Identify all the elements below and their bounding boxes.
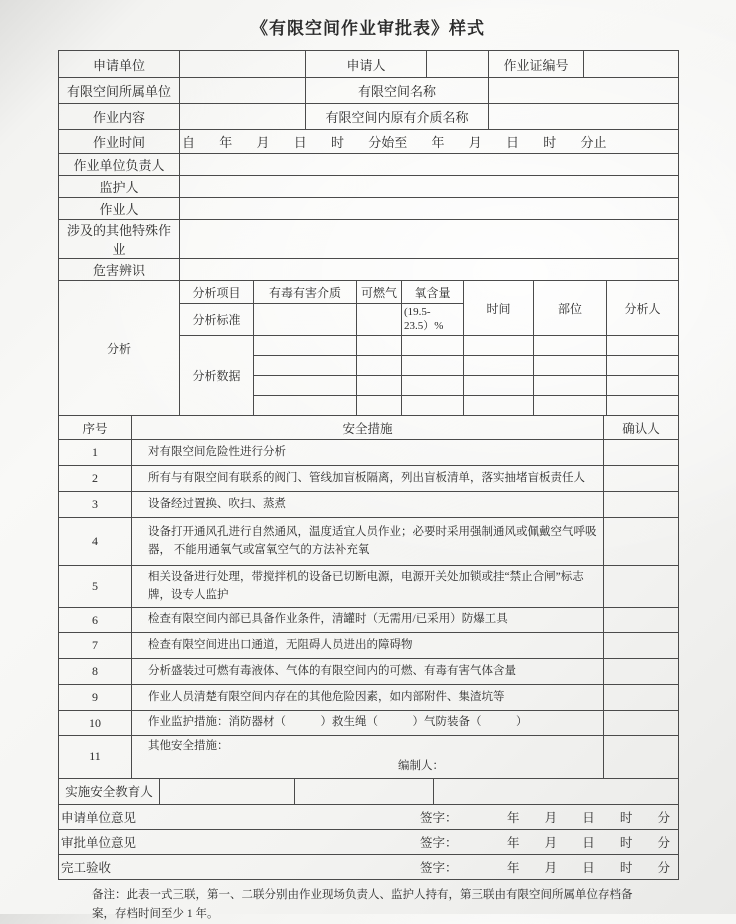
safety-row-no: 5 [59,566,132,608]
label-work-time: 作业时间 [59,130,180,154]
safety-row-text: 分析盛装过可燃有毒液体、气体的有限空间内的可燃、有毒有害气体含量 [132,659,604,685]
safety-row-text: 相关设备进行处理，带搅拌机的设备已切断电源，电源开关处加锁或挂“禁止合闸”标志牌，设专人监护 [132,566,604,608]
analysis-data-cell [464,336,534,356]
opinion-row-approval [59,829,679,854]
safety-row-text: 所有与有限空间有联系的阀门、管线加盲板隔离，列出盲板清单，落实抽堵盲板责任人 [132,466,604,492]
label-applicant-unit: 申请单位 [59,51,180,78]
analysis-data-cell [607,376,679,396]
approval-form [58,50,678,924]
opinion-cell [59,804,679,829]
label-other-special-operations: 涉及的其他特殊作业 [59,220,180,259]
safety-row [59,685,679,711]
safety-row-text: 设备打开通风孔进行自然通风，温度适宜人员作业；必要时采用强制通风或佩戴空气呼吸器， 不能用通氧气或富氧空气的方法补充氧 [132,518,604,566]
safety-row-confirm [604,518,679,566]
safety-row [59,711,679,736]
value-safety-educator-3 [434,778,679,804]
value-safety-educator-1 [160,778,295,804]
col-time: 时间 [464,281,534,336]
safety-header-confirm: 确认人 [604,416,679,440]
basic-info-table [58,129,679,281]
analysis-data-cell [607,336,679,356]
analysis-data-cell [607,356,679,376]
analysis-data-label: 分析数据 [180,336,254,416]
safety-row-no: 10 [59,711,132,736]
safety-row-no: 9 [59,685,132,711]
safety-row-confirm [604,685,679,711]
safety-row-text: 作业监护措施：消防器材（ ）救生绳（ ）气防装备（ ） [132,711,604,736]
safety-row-no: 3 [59,492,132,518]
value-worker [180,198,679,220]
analysis-data-cell [357,396,402,416]
signature-date-placeholders: 年 月 日 时 分 [506,810,670,825]
safety-row-text: 检查有限空间进出口通道，无阻碍人员进出的障碍物 [132,633,604,659]
label-owner-unit: 有限空间所属单位 [59,78,180,104]
opinion-cell [59,854,679,879]
analysis-data-cell [254,356,357,376]
value-applicant-unit [180,51,306,78]
label-hazard-identification: 危害辨识 [59,259,180,281]
label-space-name: 有限空间名称 [306,78,489,104]
analysis-data-cell [464,396,534,416]
value-work-time: 自 年 月 日 时 分始至 年 月 日 时 分止 [180,130,679,154]
safety-row-text [132,736,604,779]
signature-label: 签字： [420,810,458,825]
analysis-data-cell [254,336,357,356]
opinion-label: 审批单位意见 [61,835,137,850]
analysis-data-cell [254,376,357,396]
analysis-data-cell [402,396,464,416]
analysis-data-cell [402,336,464,356]
label-applicant: 申请人 [306,51,427,78]
col-toxic-medium: 有毒有害介质 [254,281,357,304]
analysis-data-cell [357,336,402,356]
scanned-form-page [0,14,736,920]
opinion-table [58,804,679,880]
label-safety-educator: 实施安全教育人 [59,778,160,804]
value-hazard-identification [180,259,679,281]
col-part: 部位 [534,281,607,336]
analysis-data-cell [402,376,464,396]
signature-date-placeholders: 年 月 日 时 分 [506,860,670,875]
remark-note: 备注：此表一式三联，第一、二联分别由作业现场负责人、监护人持有，第三联由有限空间所属单位存档备案，存档时间至少 1 年。 [92,888,633,920]
safety-row [59,492,679,518]
safety-row-confirm [604,492,679,518]
safety-row [59,518,679,566]
safety-row-no: 4 [59,518,132,566]
opinion-label: 完工验收 [61,860,112,875]
safety-row [59,608,679,633]
analysis-data-cell [402,356,464,376]
safety-header-no: 序号 [59,416,132,440]
value-permit-number [584,51,679,78]
safety-row [59,440,679,466]
safety-row-confirm [604,608,679,633]
signature-label: 签字： [420,860,458,875]
safety-row-confirm [604,466,679,492]
safety-row-text: 设备经过置换、吹扫、蒸煮 [132,492,604,518]
signature-label: 签字： [420,835,458,850]
safety-measures-table [58,415,679,779]
col-flammable-gas: 可燃气 [357,281,402,304]
safety-row-no: 11 [59,736,132,779]
value-original-medium [489,104,679,130]
opinion-row-completion [59,854,679,879]
col-analyst: 分析人 [607,281,679,336]
value-space-name [489,78,679,104]
safety-row [59,736,679,779]
value-work-content [180,104,306,130]
value-safety-educator-2 [295,778,434,804]
value-work-unit-leader [180,154,679,176]
value-guardian [180,176,679,198]
signature-date-placeholders: 年 月 日 时 分 [506,835,670,850]
safety-row-text: 检查有限空间内部已具备作业条件，清罐时（无需用/已采用）防爆工具 [132,608,604,633]
analysis-data-cell [357,356,402,376]
analysis-data-cell [534,376,607,396]
safety-row-text: 对有限空间危险性进行分析 [132,440,604,466]
other-measures-label: 其他安全措施： [148,740,229,752]
label-permit-number: 作业证编号 [489,51,584,78]
analysis-table [58,280,679,416]
safety-row-no: 6 [59,608,132,633]
safety-row-confirm [604,566,679,608]
safety-row [59,659,679,685]
analysis-data-cell [534,356,607,376]
value-applicant [427,51,489,78]
analysis-data-cell [534,396,607,416]
oxygen-standard-value: (19.5-23.5）% [402,304,464,336]
safety-row [59,633,679,659]
analysis-standard-label: 分析标准 [180,304,254,336]
safety-header-measure: 安全措施 [132,416,604,440]
analysis-data-cell [464,356,534,376]
safety-row-confirm [604,440,679,466]
analysis-data-cell [254,396,357,416]
preparer-label: 编制人： [398,759,444,772]
analysis-data-cell [607,396,679,416]
label-original-medium: 有限空间内原有介质名称 [306,104,489,130]
safety-row-confirm [604,711,679,736]
label-worker: 作业人 [59,198,180,220]
safety-row-confirm [604,633,679,659]
opinion-label: 申请单位意见 [61,810,137,825]
header-info-table [58,50,679,130]
label-work-content: 作业内容 [59,104,180,130]
value-owner-unit [180,78,306,104]
safety-row-confirm [604,736,679,779]
form-title: 《有限空间作业审批表》样式 [251,19,485,38]
analysis-data-cell [357,376,402,396]
safety-row-no: 1 [59,440,132,466]
analysis-data-cell [534,336,607,356]
safety-row-no: 2 [59,466,132,492]
safety-row-no: 8 [59,659,132,685]
safety-row-no: 7 [59,633,132,659]
col-oxygen-content: 氧含量 [402,281,464,304]
analysis-item-label: 分析项目 [180,281,254,304]
analysis-standard-toxic [254,304,357,336]
educator-table [58,778,679,805]
analysis-standard-flammable [357,304,402,336]
safety-row-confirm [604,659,679,685]
safety-row [59,566,679,608]
analysis-section-label: 分析 [59,281,180,416]
opinion-row-applicant [59,804,679,829]
label-work-unit-leader: 作业单位负责人 [59,154,180,176]
opinion-cell [59,829,679,854]
safety-row [59,466,679,492]
label-guardian: 监护人 [59,176,180,198]
value-other-special-operations [180,220,679,259]
analysis-data-cell [464,376,534,396]
safety-row-text: 作业人员清楚有限空间内存在的其他危险因素，如内部附件、集渣坑等 [132,685,604,711]
